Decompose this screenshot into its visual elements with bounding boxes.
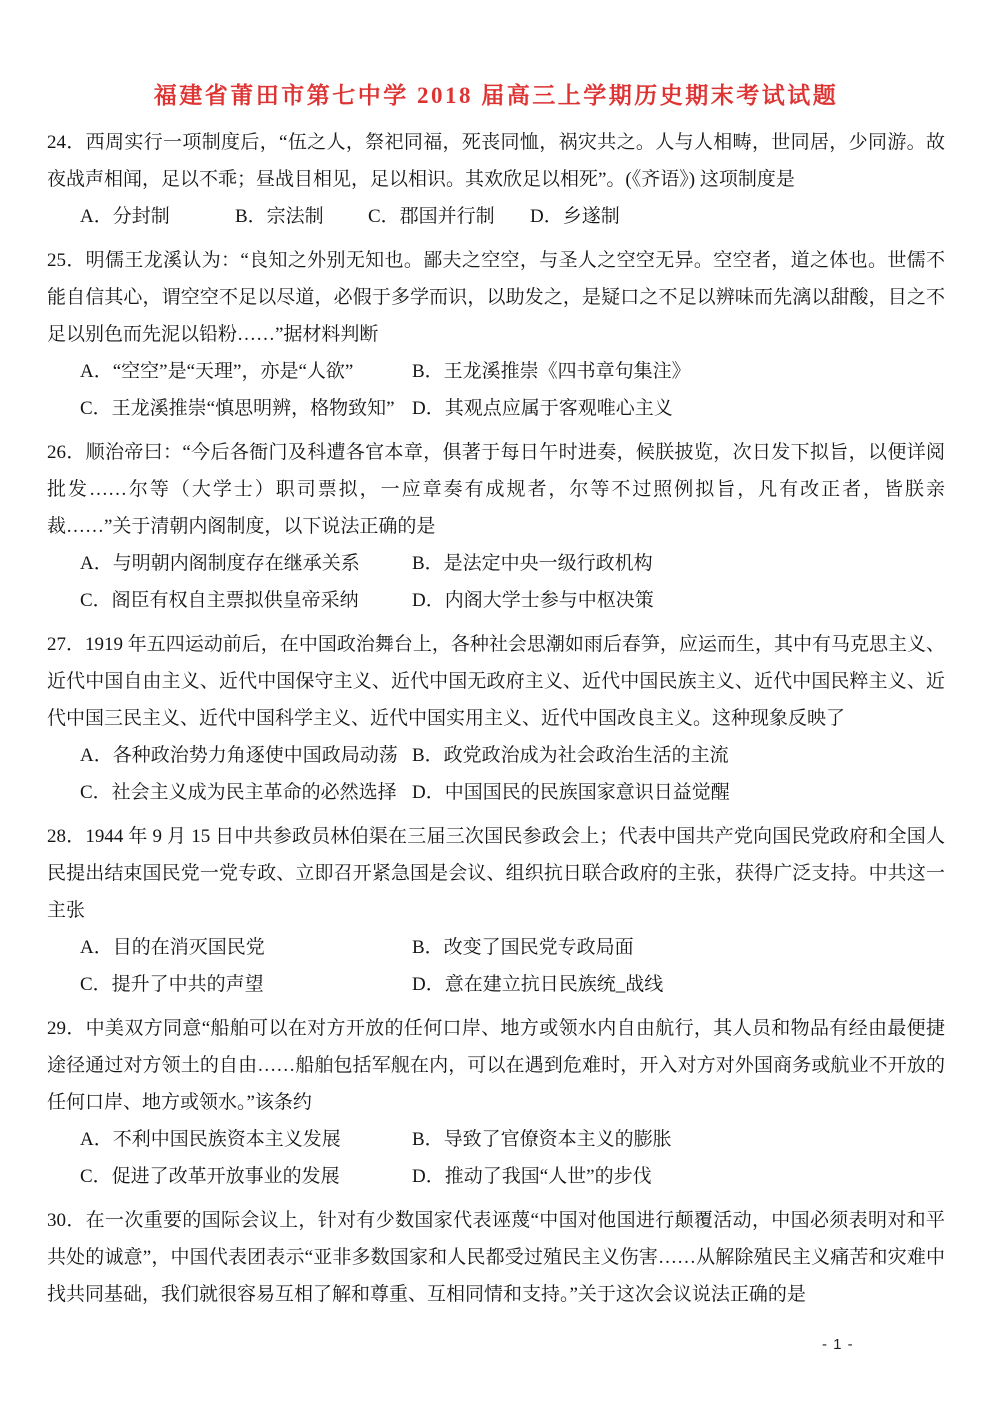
question-25-option-c: C．王龙溪推崇“慎思明辨，格物致知” xyxy=(80,398,395,419)
question-24-option-c: C．郡国并行制 xyxy=(368,206,495,227)
question-30 xyxy=(47,1202,945,1313)
question-24-option-b: B．宗法制 xyxy=(235,206,324,227)
question-26-stem: 26．顺治帝曰：“今后各衙门及科遭各官本章，俱著于每日午时进奏，候朕披览，次日发下拟旨，以便详阅批发……尔等（大学士）职司票拟，一应章奏有成规者，尔等不过照例拟旨，凡有改正者，皆朕亲裁……”关于清朝内阁制度，以下说法正确的是 xyxy=(47,442,945,537)
question-27-option-d: D．中国国民的民族国家意识日益觉醒 xyxy=(412,782,730,803)
question-28-options-ab xyxy=(47,929,945,966)
question-27-stem: 27．1919 年五四运动前后，在中国政治舞台上，各种社会思潮如雨后春笋，应运而生，其中有马克思主义、近代中国自由主义、近代中国保守主义、近代中国无政府主义、近代中国民族主义、近代中国民粹主义、近代中国三民主义、近代中国科学主义、近代中国实用主义、近代中国改良主义。这种现象反映了 xyxy=(47,634,945,729)
question-27-option-a: A．各种政治势力角逐使中国政局动荡 xyxy=(80,745,398,766)
question-24-options xyxy=(47,198,945,235)
question-27-options-ab xyxy=(47,737,945,774)
question-26-option-c: C．阁臣有权自主票拟供皇帝采纳 xyxy=(80,590,359,611)
question-27 xyxy=(47,626,945,811)
question-30-stem: 30．在一次重要的国际会议上，针对有少数国家代表诬蔑“中国对他国进行颠覆活动，中国必须表明对和平共处的诚意”，中国代表团表示“亚非多数国家和人民都受过殖民主义伤害……从解除殖民主义痛苦和灾难中找共同基础，我们就很容易互相了解和尊重、互相同情和支持。”关于这次会议说法正确的是 xyxy=(47,1210,945,1305)
question-24 xyxy=(47,124,945,235)
question-29-option-b: B．导致了官僚资本主义的膨胀 xyxy=(412,1129,672,1150)
document-title: 福建省莆田市第七中学 2018 届高三上学期历史期末考试试题 xyxy=(153,83,839,108)
question-26-options-cd xyxy=(47,582,945,619)
question-27-option-b: B．政党政治成为社会政治生活的主流 xyxy=(412,745,729,766)
question-28-stem: 28．1944 年 9 月 15 日中共参政员林伯渠在三届三次国民参政会上；代表中国共产党向国民党政府和全国人民提出结束国民党一党专政、立即召开紧急国是会议、组织抗日联合政府的主张，获得广泛支持。中共这一主张 xyxy=(47,826,945,921)
question-28-option-d: D．意在建立抗日民族统_战线 xyxy=(412,974,664,995)
question-25-options-cd xyxy=(47,390,945,427)
question-29-option-d: D．推动了我国“人世”的步伐 xyxy=(412,1166,652,1187)
question-26 xyxy=(47,434,945,619)
question-28 xyxy=(47,818,945,1003)
question-25 xyxy=(47,242,945,427)
question-26-options-ab xyxy=(47,545,945,582)
question-28-option-a: A．目的在消灭国民党 xyxy=(80,937,265,958)
question-28-options-cd xyxy=(47,966,945,1003)
question-29 xyxy=(47,1010,945,1195)
question-29-option-a: A．不利中国民族资本主义发展 xyxy=(80,1129,341,1150)
question-27-options-cd xyxy=(47,774,945,811)
question-24-option-d: D．乡遂制 xyxy=(530,206,620,227)
question-28-option-b: B．改变了国民党专政局面 xyxy=(412,937,634,958)
question-26-option-a: A．与明朝内阁制度存在继承关系 xyxy=(80,553,360,574)
page-number: - 1 - xyxy=(822,1336,854,1353)
question-25-option-b: B．王龙溪推崇《四书章句集注》 xyxy=(412,361,691,382)
question-26-option-d: D．内阁大学士参与中枢决策 xyxy=(412,590,654,611)
question-25-option-a: A．“空空”是“天理”，亦是“人欲” xyxy=(80,361,354,382)
question-24-stem: 24．西周实行一项制度后，“伍之人，祭祀同福，死丧同恤，祸灾共之。人与人相畴，世同居，少同游。故夜战声相闻，足以不乖；昼战目相见，足以相识。其欢欣足以相死”。(《齐语》) 这项制度是 xyxy=(47,132,945,190)
question-29-stem: 29．中美双方同意“船舶可以在对方开放的任何口岸、地方或领水内自由航行，其人员和物品有经由最便捷途径通过对方领土的自由……船舶包括军舰在内，可以在遇到危难时，开入对方对外国商务或航业不开放的任何口岸、地方或领水。”该条约 xyxy=(47,1018,945,1113)
question-25-option-d: D．其观点应属于客观唯心主义 xyxy=(412,398,673,419)
question-24-option-a: A．分封制 xyxy=(80,206,170,227)
question-29-option-c: C．促进了改革开放事业的发展 xyxy=(80,1166,340,1187)
question-25-options-ab xyxy=(47,353,945,390)
question-29-options-ab xyxy=(47,1121,945,1158)
question-26-option-b: B．是法定中央一级行政机构 xyxy=(412,553,653,574)
question-28-option-c: C．提升了中共的声望 xyxy=(80,974,264,995)
question-25-stem: 25．明儒王龙溪认为：“良知之外别无知也。鄙夫之空空，与圣人之空空无异。空空者，道之体也。世儒不能自信其心，谓空空不足以尽道，必假于多学而识，以助发之，是疑口之不足以辨味而先漓以甜酸，目之不足以别色而先泥以铅粉……”据材料判断 xyxy=(47,250,945,345)
question-29-options-cd xyxy=(47,1158,945,1195)
question-27-option-c: C．社会主义成为民主革命的必然选择 xyxy=(80,782,397,803)
